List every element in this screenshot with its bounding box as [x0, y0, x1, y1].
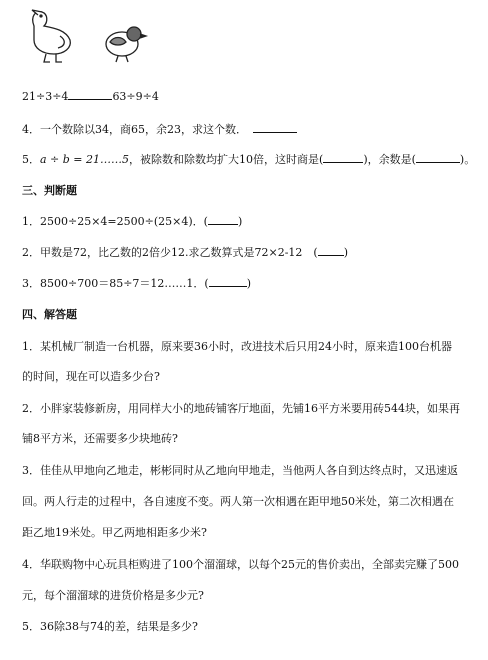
judgment-3-close: ): [246, 277, 252, 290]
answer-question-1-line-1: 1．某机械厂制造一台机器，原来要36小时，改进技术后只用24小时，原来造100台机器: [22, 340, 452, 353]
judgment-2-blank[interactable]: [318, 255, 344, 256]
judgment-question-2: [22, 244, 348, 260]
judgment-question-1: [22, 213, 242, 229]
judgment-1-text: 1．2500÷25×4=2500÷(25×4)．(: [22, 215, 208, 228]
judgment-1-blank[interactable]: [208, 224, 238, 225]
question-5-expression: a ÷ b = 21……5: [40, 153, 130, 166]
question-4-text: 4．一个数除以34，商65，余23，求这个数．: [22, 123, 247, 136]
duck-and-chick-illustration: [22, 6, 152, 66]
judgment-3-text: 3．8500÷700＝85÷7＝12……1．(: [22, 277, 209, 290]
judgment-2-close: ): [343, 246, 349, 259]
judgment-3-blank[interactable]: [209, 286, 247, 287]
answer-question-2-line-2: 铺8平方米，还需要多少块地砖?: [22, 432, 178, 445]
answer-question-4-line-1: 4．华联购物中心玩具柜购进了100个溜溜球，以每个25元的售价卖出，全部卖完赚了500: [22, 558, 459, 571]
duck-icon: [32, 10, 70, 62]
section-heading-judgment: 三、判断题: [22, 184, 77, 197]
question-5-text-mid: )，余数是(: [363, 153, 416, 166]
chick-icon: [106, 27, 146, 62]
question-5-text: ，被除数和除数均扩大10倍，这时商是(: [129, 153, 324, 166]
remainder-blank[interactable]: [416, 162, 460, 163]
answer-question-5: 5．36除38与74的差，结果是多少?: [22, 620, 198, 633]
comparison-blank[interactable]: [68, 99, 112, 100]
comparison-left: 21÷3÷4: [22, 90, 69, 103]
judgment-2-text: 2．甲数是72，比乙数的2倍少12.求乙数算式是72×2-12 (: [22, 246, 318, 259]
fill-question-5: [22, 151, 475, 167]
answer-question-3-line-2: 回。两人行走的过程中，各自速度不变。两人第一次相遇在距甲地50米处，第二次相遇在: [22, 495, 454, 508]
section-heading-answer: 四、解答题: [22, 308, 77, 321]
judgment-question-3: [22, 275, 251, 291]
answer-question-2-line-1: 2．小胖家装修新房，用同样大小的地砖铺客厅地面，先铺16平方米要用砖544块，如果再: [22, 402, 460, 415]
question-4-blank[interactable]: [253, 132, 297, 133]
comparison-right: 63÷9÷4: [112, 90, 159, 103]
comparison-question: [22, 90, 159, 103]
question-5-text-end: )。: [459, 153, 476, 166]
answer-question-3-line-3: 距乙地19米处。甲乙两地相距多少米?: [22, 526, 207, 539]
fill-question-4: [22, 121, 297, 137]
answer-question-4-line-2: 元，每个溜溜球的进货价格是多少元?: [22, 589, 204, 602]
answer-question-1-line-2: 的时间，现在可以造多少台?: [22, 370, 160, 383]
question-5-number: 5．: [22, 153, 40, 166]
quotient-blank[interactable]: [323, 162, 363, 163]
judgment-1-close: ): [237, 215, 243, 228]
answer-question-3-line-1: 3．佳佳从甲地向乙地走，彬彬同时从乙地向甲地走，当他两人各自到达终点时，又迅速返: [22, 464, 458, 477]
